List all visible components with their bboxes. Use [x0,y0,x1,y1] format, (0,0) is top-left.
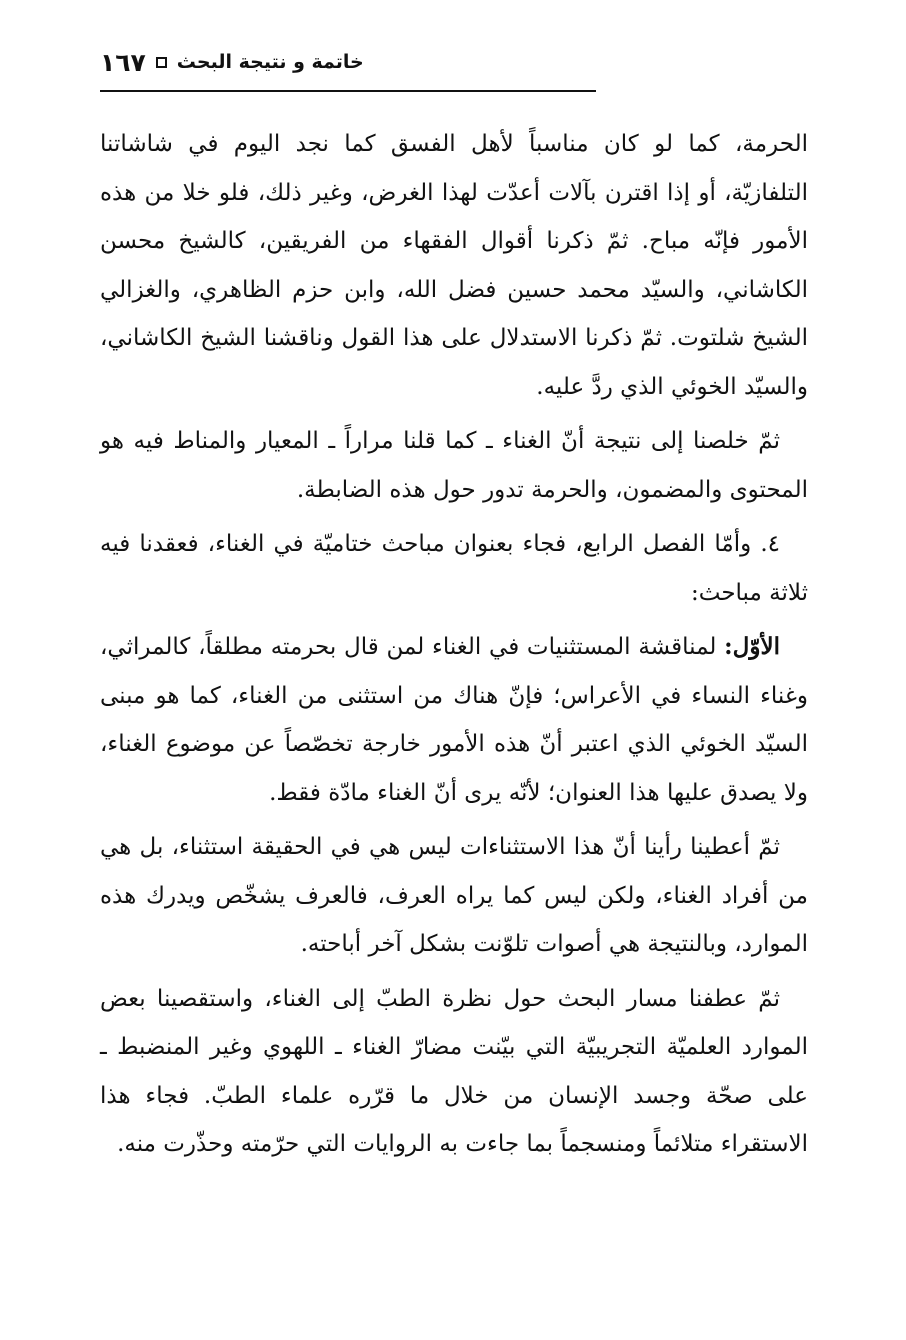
paragraph: ٤. وأمّا الفصل الرابع، فجاء بعنوان مباحث ختاميّة في الغناء، فعقدنا فيه ثلاثة مباحث: [100,531,808,606]
running-header [100,42,808,82]
body-text [100,120,808,1169]
paragraph-text: لمناقشة المستثنيات في الغناء لمن قال بحرمته مطلقاً، كالمراثي، وغناء النساء في الأعراس؛ فإنّ هناك من استثنى من الغناء، كما هو مبنى السيّد الخوئي الذي اعتبر أنّ هذه الأمور خارجة تخصّصاً عن موضوع الغناء، ولا يصدق عليها هذا العنوان؛ لأنّه يرى أنّ الغناء مادّة فقط. [100,634,808,806]
header-rule [100,90,596,92]
paragraph-lead: الأوّل: [724,633,780,660]
paragraph: ثمّ أعطينا رأينا أنّ هذا الاستثناءات ليس هي في الحقيقة استثناء، بل هي من أفراد الغناء، ولكن ليس كما يراه العرف، فالعرف يشخّص ويدرك هذه الموارد، وبالنتيجة هي أصوات تلوّنت بشكل آخر أباحته. [100,834,808,957]
paragraph [100,623,808,817]
paragraph: الحرمة، كما لو كان مناسباً لأهل الفسق كما نجد اليوم في شاشاتنا التلفازيّة، أو إذا اقترن بآلات أعدّت لهذا الغرض، وغير ذلك، فلو خلا من هذه الأمور فإنّه مباح. ثمّ ذكرنا أقوال الفقهاء من الفريقين، كالشيخ محسن الكاشاني، والسيّد محمد حسين فضل الله، وابن حزم الظاهري، والغزالي الشيخ شلتوت. ثمّ ذكرنا الاستدلال على هذا القول وناقشنا الشيخ الكاشاني، والسيّد الخوئي الذي ردَّ عليه. [100,131,808,400]
page-number: ١٦٧ [100,47,146,77]
paragraph: ثمّ خلصنا إلى نتيجة أنّ الغناء ـ كما قلنا مراراً ـ المعيار والمناط فيه هو المحتوى والمضمون، والحرمة تدور حول هذه الضابطة. [100,428,808,503]
paragraph: ثمّ عطفنا مسار البحث حول نظرة الطبّ إلى الغناء، واستقصينا بعض الموارد العلميّة التجريبيّة التي بيّنت مضارّ الغناء ـ اللهوي وغير المنضبط ـ على صحّة وجسد الإنسان من خلال ما قرّره علماء الطبّ. فجاء هذا الاستقراء متلائماً ومنسجماً بما جاءت به الروايات التي حرّمته وحذّرت منه. [100,985,808,1157]
square-ornament-icon [156,57,167,68]
chapter-title: خاتمة و نتيجة البحث [176,51,364,73]
